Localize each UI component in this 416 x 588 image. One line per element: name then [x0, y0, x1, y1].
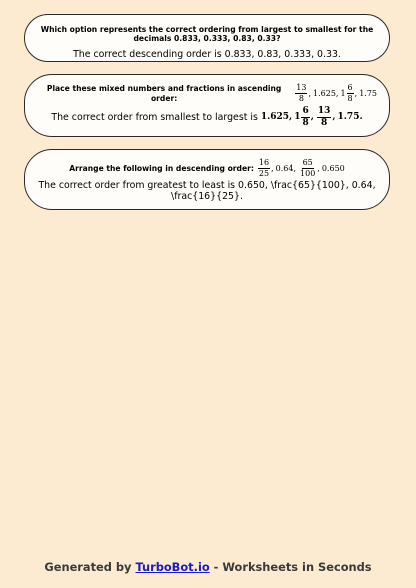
numerator: 6 [347, 83, 353, 92]
turbobot-link[interactable]: TurboBot.io [135, 560, 210, 574]
denominator: 8 [347, 94, 353, 103]
question-card-3 [24, 149, 390, 210]
mixed-whole: 1 [294, 112, 301, 122]
answer-suffix: . [359, 112, 363, 122]
answer-text: The correct order from smallest to largest is [51, 112, 258, 123]
denominator: 25 [258, 169, 270, 178]
fraction [299, 159, 316, 178]
fraction [295, 84, 307, 103]
decimal-value: 1.75 [359, 88, 377, 98]
question-math: $\frac{13}{8}$ , 1.625 , 1 $\frac{6}{8}$ , 1.75 [296, 83, 377, 103]
fraction [317, 107, 332, 128]
numerator: 13 [296, 83, 307, 92]
question-card-1 [24, 14, 390, 62]
footer-prefix: Generated by [44, 560, 132, 574]
answer-line [37, 107, 377, 128]
question-text: Place these mixed numbers and fractions in ascending order: [46, 84, 282, 103]
decimal-value: 0.650 [321, 163, 345, 173]
question-card-2 [24, 74, 390, 137]
numerator: 16 [258, 158, 270, 167]
decimal-value: 1.625 [313, 88, 336, 98]
question-math: $\frac{16}{25}$ , 0.64 , $\frac{65}{100}$ , 0.650 [258, 158, 345, 178]
footer [0, 560, 416, 574]
decimal-value: 0.64 [275, 163, 294, 173]
denominator: 8 [302, 118, 309, 128]
footer-suffix: - Worksheets in Seconds [213, 560, 372, 574]
question-line [37, 84, 377, 103]
numerator: 65 [302, 158, 313, 167]
decimal-value: 1.75 [337, 112, 360, 122]
numerator: 6 [302, 106, 309, 116]
question-line [37, 159, 377, 178]
fraction [258, 159, 270, 178]
question-text: Which option represents the correct ordering from largest to smallest for the decimals 0.833, 0.333, 0.83, 0.33? [40, 25, 374, 44]
fraction [301, 107, 309, 128]
question-text: Arrange the following in descending order: [69, 163, 254, 173]
numerator: 13 [317, 106, 331, 116]
fraction [347, 84, 354, 103]
decimal-value: 1.625 [260, 112, 290, 122]
denominator: 100 [300, 169, 316, 178]
answer-text: The correct order from greatest to least is 0.650, \frac{65}{100}, 0.64, \frac{16}{25}. [38, 180, 376, 202]
answer-text: The correct descending order is 0.833, 0.83, 0.333, 0.33. [73, 48, 341, 60]
answer-math: 1.625 , 1 $\frac{6}{8}$ , $\frac{13}{8}$ , 1.75 . [260, 106, 363, 128]
mixed-whole: 1 [340, 88, 346, 98]
denominator: 8 [298, 94, 304, 103]
denominator: 8 [320, 118, 328, 128]
